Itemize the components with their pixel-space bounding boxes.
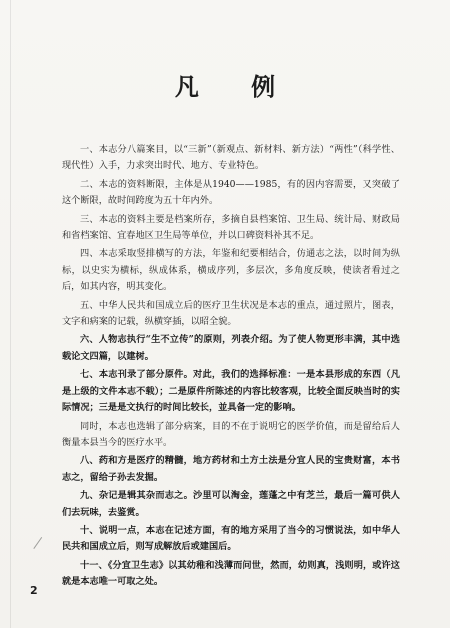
paragraph-9: 九、杂记是辑其杂而志之。沙里可以淘金，莲蓬之中有芝兰，最后一篇可供人们去玩味，去鉴赏。 [62, 490, 400, 518]
paragraph-3: 三、本志的资料主要是档案所存，多摘自县档案馆、卫生局、统计局、财政局和省档案馆、宜春地区卫生局等单位，并以口碑资料补其不足。 [62, 213, 400, 242]
paragraph-6: 六、人物志执行“生不立传”的原则，列表介绍。为了使人物更形丰满，其中选载论文四篇，以建树。 [62, 334, 400, 362]
page-number: 2 [30, 584, 38, 597]
page-title: 凡 例 [174, 72, 298, 101]
paragraph-7: 七、本志刊录了部分原件。对此，我们的选择标准：一是本县形成的东西（凡是上级的文件本志不载）；二是原件所陈述的内容比较客观，比较全面反映当时的实际情况；三是是文执行的时间比较长，並具备一定的影响。 [62, 369, 400, 414]
paragraph-7-continued: 同时，本志也选辑了部分病案，目的不在于说明它的医学价值，而是留给后人衡量本县当今的医疗水平。 [62, 420, 400, 448]
paragraph-2: 二、本志的资料断限，主体是从1940——1985，有的因内容需要，又突破了这个断限，故时间跨度为五十年内外。 [62, 178, 400, 207]
ink-mark [33, 537, 53, 557]
paragraph-8: 八、药和方是医疗的精髓，地方药材和土方土法是分宜人民的宝贵财富，本书志之，留给子孙去发掘。 [62, 455, 400, 483]
body-text [62, 142, 400, 593]
paragraph-1: 一、本志分八篇案目，以“三新”（新观点、新材料、新方法）“两性”（科学性、现代性）入手，力求突出时代、地方、专业特色。 [62, 144, 400, 172]
paragraph-5: 五、中华人民共和国成立后的医疗卫生状况是本志的重点，通过照片，图表，文字和病案的记载，纵横穿插，以昭全貌。 [62, 299, 400, 328]
paragraph-4: 四、本志采取竖排横写的方法，年鉴和纪要相结合，仿通志之法，以时间为纵标，以史实为横标，纵成体系，横成序列，多层次，多角度反映，使读者看过之后，如其内容，明其变化。 [62, 248, 400, 293]
paragraph-11: 十一、《分宜卫生志》以其幼稚和浅薄而问世，然而，幼则真，浅则明，或许这就是本志唯一可取之处。 [62, 559, 400, 588]
paragraph-10: 十、说明一点，本志在记述方面，有的地方采用了当今的习惯说法，如中华人民共和国成立后，则写成解放后或建国后。 [62, 524, 400, 553]
